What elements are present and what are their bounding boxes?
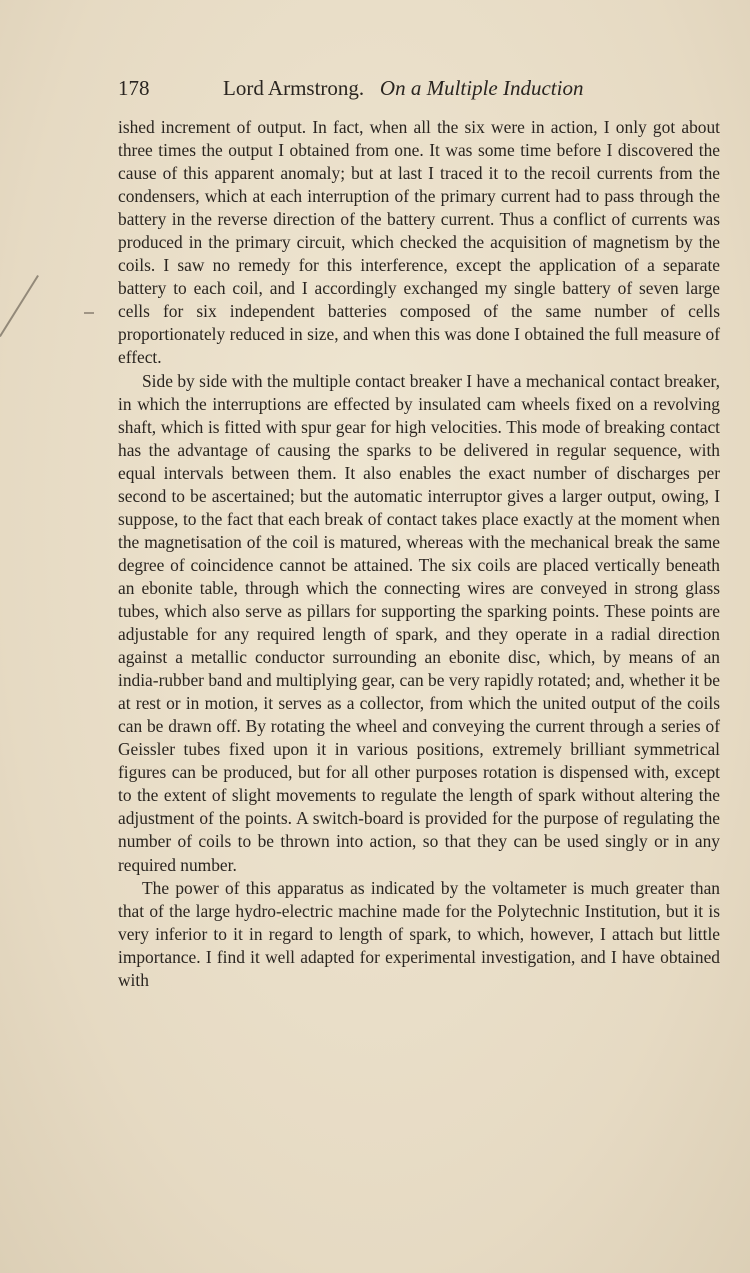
- running-title-author: Lord Armstrong.: [223, 76, 365, 100]
- paragraph-3: The power of this apparatus as indicated by the voltameter is much greater than that of the large hydro-electric machine made for the Polytechnic Institution, but it is very inferior to it in regard to length of spark, to which, however, I attach but little importance. I find it well adapted for experimental investigation, and I have obtained with: [118, 877, 720, 990]
- paragraph-2: Side by side with the multiple contact breaker I have a mechanical contact breaker, in which the interruptions are effected by insulated cam wheels fixed on a revolving shaft, which is fitted with spur gear for high velocities. This mode of breaking contact has the advantage of causing the sparks to be delivered in regular sequence, with equal intervals between them. It also enables the exact number of discharges per second to be ascertained; but the automatic interruptor gives a larger output, owing, I suppose, to the fact that each break of contact takes place exactly at the moment when the magnetisation of the coil is matured, whereas with the mechanical break the same degree of coincidence cannot be attained. The six coils are placed vertically beneath an ebonite table, through which the connecting wires are conveyed in strong glass tubes, which also serve as pillars for supporting the sparking points. These points are adjustable for any required length of spark, and they operate in a radial direction against a metallic conductor surrounding an ebonite disc, which, by means of an india-rubber band and multiplying gear, can be very rapidly rotated; and, whether it be at rest or in motion, it serves as a collector, from which the united output of the coils can be drawn off. By rotating the wheel and conveying the current through a series of Geissler tubes fixed upon it in various positions, extremely brilliant symmetrical figures can be produced, but for all other purposes rotation is dispensed with, except to the extent of slight movements to regulate the length of spark without altering the adjustment of the points. A switch-board is provided for the purpose of regulating the number of coils to be thrown into action, so that they can be used singly or in any required number.: [118, 370, 720, 875]
- body-text: [118, 116, 720, 992]
- paragraph-1: ished increment of output. In fact, when all the six were in action, I only got about three times the output I obtained from one. It was some time before I discovered the cause of this apparent anomaly; but at last I traced it to the recoil currents from the condensers, which at each interruption of the primary current had to pass through the battery in the reverse direction of the battery current. Thus a conflict of currents was produced in the primary circuit, which checked the acquisition of magnetism by the coils. I saw no remedy for this interference, except the application of a separate battery to each coil, and I accordingly exchanged my single battery of seven large cells for six independent batteries composed of the same number of cells proportionately reduced in size, and when this was done I obtained the full measure of effect.: [118, 117, 720, 368]
- page-number: 178: [118, 76, 150, 100]
- running-title: [223, 74, 583, 102]
- running-title-italic: On a Multiple Induction: [379, 76, 584, 100]
- margin-tick-mark: [84, 312, 94, 314]
- margin-pencil-mark: [0, 275, 39, 337]
- running-header: [118, 74, 718, 102]
